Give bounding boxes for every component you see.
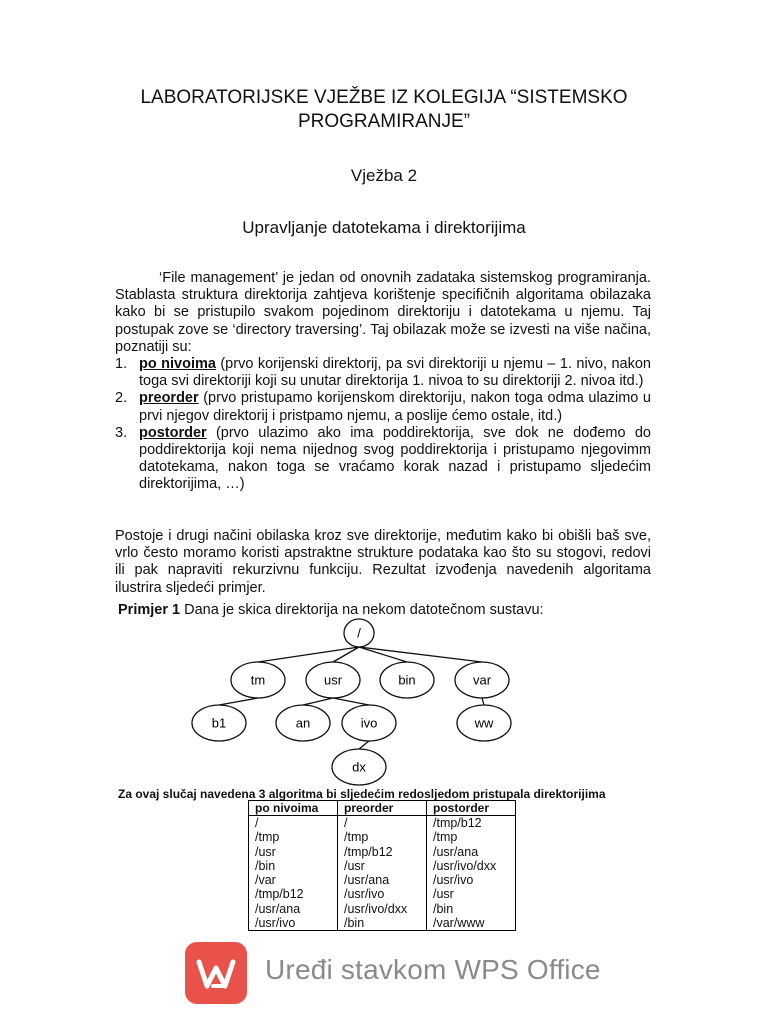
table-cell: /bin <box>249 859 338 873</box>
table-row <box>249 887 516 901</box>
topic-heading: Upravljanje datotekama i direktorijima <box>242 218 526 237</box>
table-cell: /usr/ana <box>427 845 516 859</box>
table-cell: /usr/ivo <box>427 873 516 887</box>
tree-edge-root-tm <box>258 647 359 662</box>
table-cell: /usr/ivo/dxx <box>338 902 427 916</box>
outro-paragraph: Postoje i drugi načini obilaska kroz sve direktorije, međutim kako bi obišli baš sve, vrlo često moramo koristi apstraktne strukture podataka kao što su stogovi, redovi ili pak napraviti rekurzivnu funkciju. Rezultat izvođenja navedenih algoritama ilustrira sljedeći primjer. <box>115 528 651 596</box>
tree-node-label-dx: dx <box>352 759 366 775</box>
intro-paragraph: ‘File management’ je jedan od onovnih zadataka sistemskog programiranja. Stablasta struktura direktorija zahtjeva korištenje specifičnih algoritama obilazaka kako bi se pristupilo svakom pojedinom direktoriju i datotekama u njemu. Taj postupak zove se ‘directory traversing’. Taj obilazak može se izvesti na više načina, poznatiji su: <box>115 270 651 355</box>
table-cell: /usr/ivo/dxx <box>427 859 516 873</box>
table-row <box>249 830 516 844</box>
tree-node-label-ww: ww <box>474 715 494 731</box>
table-cell: /usr <box>427 887 516 901</box>
method-term: postorder <box>139 424 207 441</box>
tree-node-label-var: var <box>472 672 492 688</box>
tree-edge-tm-b1 <box>219 698 258 705</box>
table-header-row <box>249 801 516 816</box>
table-cell: /bin <box>338 916 427 931</box>
traversal-order-table <box>248 800 516 931</box>
table-cell: / <box>249 816 338 831</box>
table-caption: Za ovaj slučaj navedena 3 algoritma bi sljedećim redosljedom pristupala direktorijima <box>118 787 606 801</box>
tree-edge-usr-an <box>303 698 333 705</box>
table-cell: /bin <box>427 902 516 916</box>
tree-edge-root-bin <box>359 647 407 662</box>
tree-edge-var-ww <box>482 698 484 705</box>
table-cell: /var/www <box>427 916 516 931</box>
table-cell: /tmp/b12 <box>427 816 516 831</box>
wps-office-logo-icon <box>185 942 247 1004</box>
tree-edge-ivo-dx <box>359 741 369 749</box>
table-row <box>249 873 516 887</box>
tree-edge-root-var <box>359 647 482 662</box>
tree-node-label-tm: tm <box>250 672 266 688</box>
example-text: Dana je skica direktorija na nekom datotečnom sustavu: <box>180 602 544 618</box>
table-row <box>249 816 516 831</box>
list-item-number: 1. <box>115 356 128 372</box>
table-row <box>249 902 516 916</box>
table-cell: /usr <box>249 845 338 859</box>
table-cell: /tmp/b12 <box>249 887 338 901</box>
document-title: LABORATORIJSKE VJEŽBE IZ KOLEGIJA “SISTEMSKO PROGRAMIRANJE” <box>140 87 628 132</box>
method-term: po nivoima <box>139 356 216 372</box>
tree-node-label-an: an <box>295 715 311 731</box>
column-header: postorder <box>427 801 516 816</box>
table-cell: /usr <box>338 859 427 873</box>
table-cell: /usr/ivo <box>249 916 338 931</box>
column-header: po nivoima <box>249 801 338 816</box>
wps-edit-link[interactable]: Uređi stavkom WPS Office <box>265 954 601 985</box>
tree-node-label-usr: usr <box>323 672 343 688</box>
table-cell: /usr/ana <box>338 873 427 887</box>
column-header: preorder <box>338 801 427 816</box>
list-item-number: 3. <box>115 424 128 441</box>
wps-edit-banner[interactable] <box>185 942 625 1004</box>
method-description: (prvo ulazimo ako ima poddirektorija, sve dok ne dođemo do poddirektorija koji nema nijednog svog poddirektorija i pristupamo njegovimm datotekama, nakon toga se vraćamo korak nazad i pristupamo sljedećim direktorijima, …) <box>139 424 651 493</box>
table-cell: /var <box>249 873 338 887</box>
tree-edge-usr-ivo <box>333 698 369 705</box>
table-cell: /tmp <box>427 830 516 844</box>
example-label: Primjer 1 <box>118 602 181 618</box>
table-cell: /tmp <box>249 830 338 844</box>
table-row <box>249 845 516 859</box>
method-term: preorder <box>139 390 199 407</box>
table-cell: /usr/ivo <box>338 887 427 901</box>
exercise-heading: Vježba 2 <box>350 166 418 185</box>
table-row <box>249 859 516 873</box>
tree-node-label-b1: b1 <box>211 715 227 731</box>
tree-node-label-root: / <box>357 625 361 641</box>
method-description: (prvo korijenski direktorij, pa svi direktoriji u njemu – 1. nivo, nakon toga svi direktoriji koji su unutar direktorija 1. nivoa to su direktoriji 2. nivoa itd.) <box>139 356 651 390</box>
table-cell: /tmp/b12 <box>338 845 427 859</box>
table-cell: / <box>338 816 427 831</box>
table-row <box>249 916 516 931</box>
table-cell: /usr/ana <box>249 902 338 916</box>
tree-node-label-bin: bin <box>398 672 416 688</box>
list-item-number: 2. <box>115 390 128 407</box>
tree-node-label-ivo: ivo <box>360 715 378 731</box>
table-cell: /tmp <box>338 830 427 844</box>
method-description: (prvo pristupamo korijenskom direktoriju, nakon toga odma ulazimo u prvi njegov direktorij i pristpamo njemu, a poslije ćemo ostale, itd.) <box>139 390 651 424</box>
